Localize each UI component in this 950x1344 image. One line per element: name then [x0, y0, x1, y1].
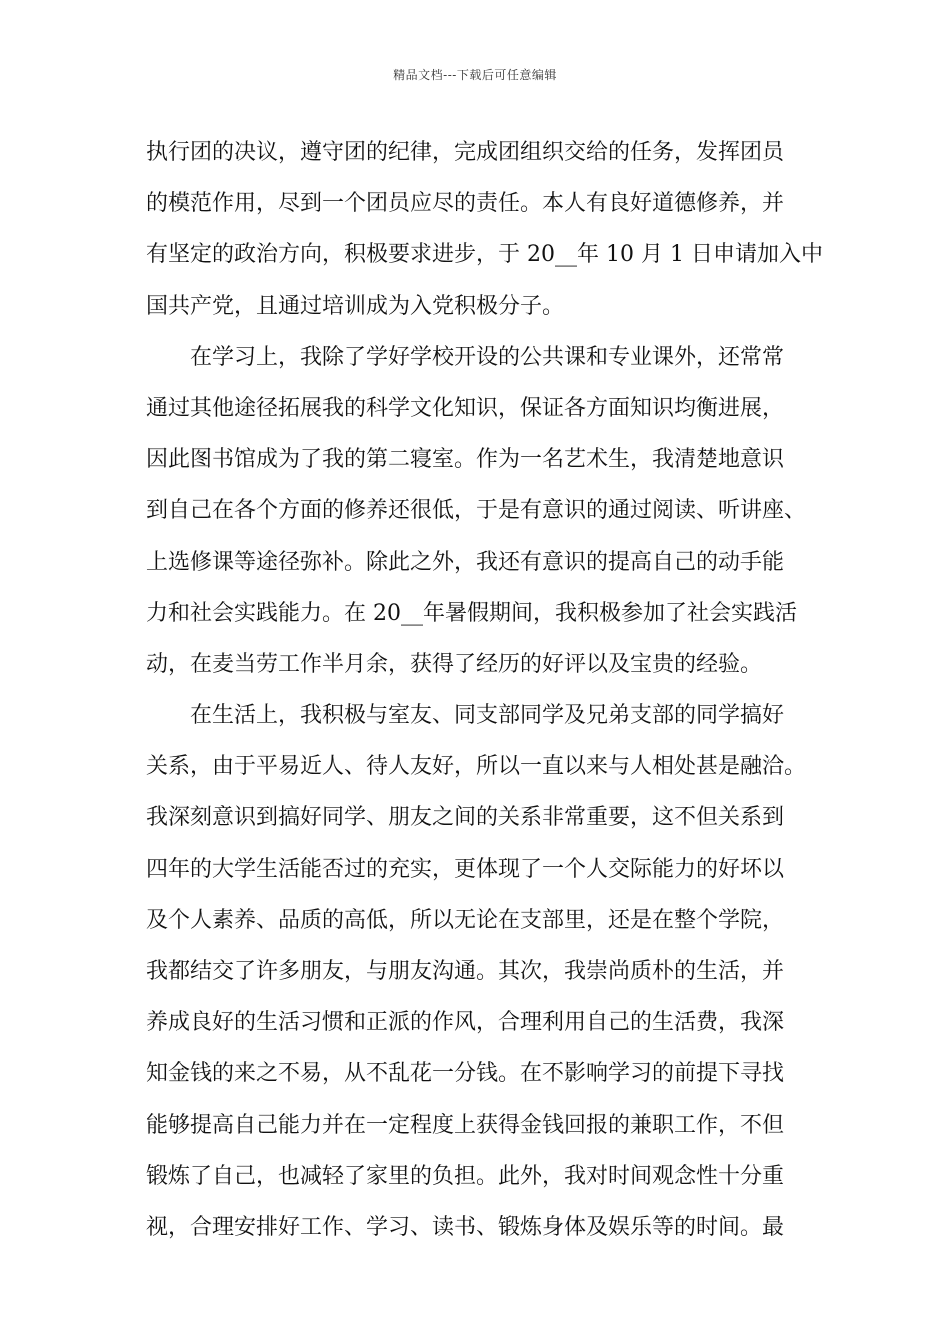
text-line: 动，在麦当劳工作半月余，获得了经历的好评以及宝贵的经验。	[146, 651, 763, 677]
page-header: 精品文档---下载后可任意编辑	[393, 68, 557, 82]
text-line: 养成良好的生活习惯和正派的作风，合理利用自己的生活费，我深	[146, 1010, 785, 1036]
text-line: 视，合理安排好工作、学习、读书、锻炼身体及娱乐等的时间。最	[146, 1214, 785, 1240]
text-line: 锻炼了自己，也减轻了家里的负担。此外，我对时间观念性十分重	[146, 1163, 785, 1189]
text-line: 因此图书馆成为了我的第二寝室。作为一名艺术生，我清楚地意识	[146, 447, 785, 473]
text-line: 有坚定的政治方向，积极要求进步，于 20__年 10 月 1 日申请加入中	[146, 242, 823, 268]
text-line: 国共产党，且通过培训成为入党积极分子。	[146, 293, 565, 319]
text-line: 四年的大学生活能否过的充实，更体现了一个人交际能力的好坏以	[146, 856, 785, 882]
text-line: 我都结交了许多朋友，与朋友沟通。其次，我崇尚质朴的生活，并	[146, 959, 785, 984]
text-line: 上选修课等途径弥补。除此之外，我还有意识的提高自己的动手能	[146, 549, 785, 575]
paragraph-first-line: 在学习上，我除了学好学校开设的公共课和专业课外，还常常	[190, 344, 785, 370]
text-line: 我深刻意识到搞好同学、朋友之间的关系非常重要，这不但关系到	[146, 805, 785, 831]
text-line: 的模范作用，尽到一个团员应尽的责任。本人有良好道德修养，并	[146, 191, 785, 217]
text-line: 关系，由于平易近人、待人友好，所以一直以来与人相处甚是融洽。	[146, 754, 807, 780]
text-line: 知金钱的来之不易，从不乱花一分钱。在不影响学习的前提下寻找	[146, 1061, 785, 1087]
text-line: 通过其他途径拓展我的科学文化知识，保证各方面知识均衡进展，	[146, 395, 785, 421]
document-body	[146, 127, 823, 1253]
text-line: 执行团的决议，遵守团的纪律，完成团组织交给的任务，发挥团员	[146, 140, 785, 165]
text-line: 能够提高自己能力并在一定程度上获得金钱回报的兼职工作，不但	[146, 1112, 785, 1138]
text-line: 力和社会实践能力。在 20__年暑假期间，我积极参加了社会实践活	[146, 600, 797, 626]
paragraph-first-line: 在生活上，我积极与室友、同支部同学及兄弟支部的同学搞好	[190, 703, 785, 729]
text-line: 及个人素养、品质的高低，所以无论在支部里，还是在整个学院，	[146, 907, 785, 933]
text-line: 到自己在各个方面的修养还很低，于是有意识的通过阅读、听讲座、	[146, 498, 807, 524]
